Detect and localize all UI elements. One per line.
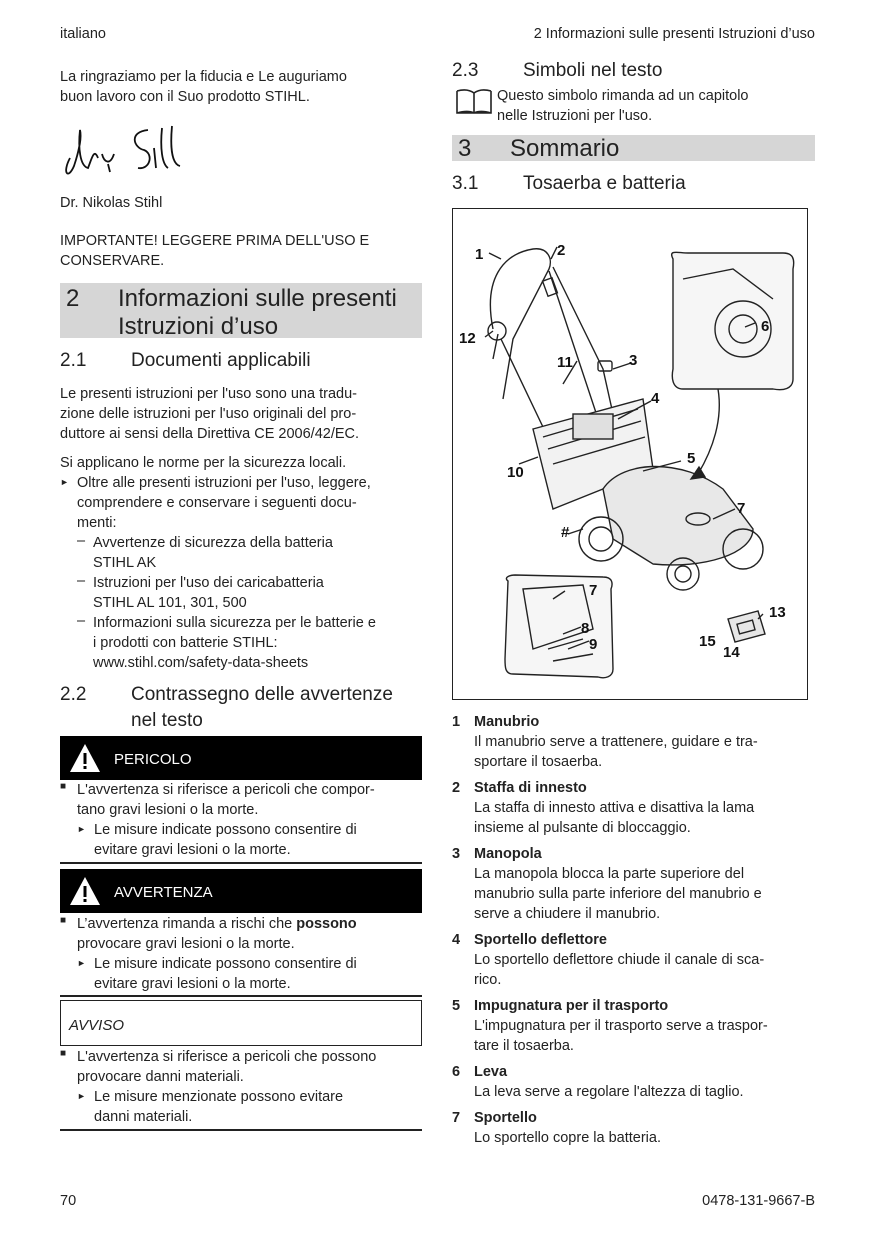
part-desc: L'impugnatura per il trasporto serve a traspor-: [474, 1018, 768, 1034]
part-title: Manopola: [474, 846, 542, 862]
text-line: evitare gravi lesioni o la morte.: [94, 976, 291, 992]
text-line: tano gravi lesioni o la morte.: [77, 802, 259, 818]
s21-paragraph: [60, 384, 425, 444]
text-line: Oltre alle presenti istruzioni per l'uso, leggere,: [77, 475, 371, 491]
mower-figure: [452, 208, 808, 700]
divider: [60, 1129, 422, 1131]
figure-label: 6: [761, 318, 770, 335]
part-title: Impugnatura per il trasporto: [474, 998, 669, 1014]
subsection-title: Simboli nel testo: [523, 60, 663, 81]
text-line: L'avvertenza si riferisce a pericoli che possono: [77, 1049, 377, 1065]
warning-banner: [60, 869, 422, 913]
warning-label: AVVERTENZA: [114, 884, 213, 901]
figure-label: 8: [581, 620, 590, 637]
text-line: Informazioni sulla sicurezza per le batterie e: [93, 615, 376, 631]
notice-box: [60, 1000, 422, 1046]
subsection-number: 2.2: [60, 684, 87, 705]
part-number: 2: [452, 780, 461, 796]
triangle-bullet-icon: ►: [60, 477, 69, 487]
part-desc: La manopola blocca la parte superiore del: [474, 866, 745, 882]
subsection-3-1-heading: [452, 173, 817, 197]
square-bullet-icon: ■: [60, 915, 67, 926]
s21-bullet: [60, 473, 425, 533]
text-line: Istruzioni per l'uso dei caricabatteria: [93, 575, 324, 591]
part-desc: serve a chiudere il manubrio.: [474, 906, 661, 922]
triangle-bullet-icon: ►: [77, 958, 86, 968]
subsection-number: 2.3: [452, 60, 479, 81]
safety-link[interactable]: www.stihl.com/safety-data-sheets: [93, 655, 309, 671]
part-desc: manubrio sulla parte inferiore del manubrio e: [474, 886, 762, 902]
part-title: Manubrio: [474, 714, 540, 730]
section-number: 2: [66, 285, 80, 312]
danger-banner: [60, 736, 422, 780]
divider: [60, 995, 422, 997]
danger-label: PERICOLO: [114, 751, 192, 768]
figure-label: 7: [589, 582, 598, 599]
part-desc: La staffa di innesto attiva e disattiva la lama: [474, 800, 755, 816]
part-desc: La leva serve a regolare l'altezza di taglio.: [474, 1084, 744, 1100]
text-line: evitare gravi lesioni o la morte.: [94, 842, 291, 858]
part-number: 6: [452, 1064, 461, 1080]
square-bullet-icon: ■: [60, 1048, 67, 1059]
text-line: provocare danni materiali.: [77, 1069, 244, 1085]
figure-label: 13: [769, 604, 786, 621]
square-bullet-icon: ■: [60, 781, 67, 792]
subsection-2-3-heading: [452, 60, 817, 84]
text-line: duttore ai sensi della Direttiva CE 2006/42/EC.: [60, 426, 360, 442]
part-desc: Il manubrio serve a trattenere, guidare e tra-: [474, 734, 758, 750]
subsection-2-2-heading: [60, 684, 425, 734]
figure-label: 7: [737, 500, 746, 517]
signature-image: [58, 118, 188, 184]
figure-label: 10: [507, 464, 524, 481]
figure-label: 5: [687, 450, 696, 467]
figure-label: #: [561, 524, 570, 541]
text-span-bold: possono: [296, 916, 357, 932]
part-desc: insieme al pulsante di bloccaggio.: [474, 820, 691, 836]
s21-dash-list: [77, 533, 427, 673]
important-line: CONSERVARE.: [60, 253, 165, 269]
part-number: 3: [452, 846, 461, 862]
text-line: Le misure indicate possono consentire di: [94, 822, 357, 838]
text-line: zione delle istruzioni per l'uso originali del pro-: [60, 406, 357, 422]
book-icon: [454, 87, 494, 117]
notice-text: [60, 1047, 425, 1127]
signer-name: Dr. Nikolas Stihl: [60, 195, 163, 211]
part-desc: tare il tosaerba.: [474, 1038, 574, 1054]
part-desc: sportare il tosaerba.: [474, 754, 603, 770]
dash-bullet: –: [77, 533, 86, 549]
subsection-2-1-heading: [60, 350, 425, 374]
subsection-title: Tosaerba e batteria: [523, 173, 686, 194]
subsection-number: 3.1: [452, 173, 479, 194]
subsection-title: nel testo: [131, 710, 203, 731]
parts-list: [452, 712, 817, 1152]
section-number: 3: [458, 135, 472, 162]
warning-triangle-icon: [68, 742, 102, 774]
triangle-bullet-icon: ►: [77, 824, 86, 834]
document-code: 0478-131-9667-B: [702, 1193, 815, 1209]
text-line: L'avvertenza si riferisce a pericoli che compor-: [77, 782, 375, 798]
figure-label: 15: [699, 633, 716, 650]
s23-text: [497, 86, 817, 126]
text-line: Si applicano le norme per la sicurezza locali.: [60, 455, 347, 471]
subsection-number: 2.1: [60, 350, 87, 371]
figure-label: 9: [589, 636, 598, 653]
mower-illustration: [453, 209, 807, 699]
section-3-heading: [452, 135, 815, 161]
text-line: Questo simbolo rimanda ad un capitolo: [497, 88, 749, 104]
section-title: Informazioni sulle presenti: [118, 285, 397, 312]
figure-label: 1: [475, 246, 484, 263]
subsection-title: Documenti applicabili: [131, 350, 311, 371]
intro-text: [60, 67, 425, 107]
header-language: italiano: [60, 26, 106, 42]
text-line: i prodotti con batterie STIHL:: [93, 635, 278, 651]
intro-line: La ringraziamo per la fiducia e Le auguriamo: [60, 69, 347, 85]
text-line: danni materiali.: [94, 1109, 193, 1125]
part-number: 1: [452, 714, 461, 730]
dash-bullet: –: [77, 573, 86, 589]
text-line: menti:: [77, 515, 117, 531]
header-chapter: 2 Informazioni sulle presenti Istruzioni d’uso: [533, 26, 815, 42]
section-2-heading: [60, 283, 422, 338]
text-line: Le misure indicate possono consentire di: [94, 956, 357, 972]
intro-line: buon lavoro con il Suo prodotto STIHL.: [60, 89, 310, 105]
text-line: STIHL AK: [93, 555, 157, 571]
part-number: 5: [452, 998, 461, 1014]
subsection-title: Contrassegno delle avvertenze: [131, 684, 393, 705]
part-title: Sportello deflettore: [474, 932, 607, 948]
text-line: Avvertenze di sicurezza della batteria: [93, 535, 333, 551]
page-number: 70: [60, 1193, 77, 1209]
text-line: Le misure menzionate possono evitare: [94, 1089, 344, 1105]
part-desc: rico.: [474, 972, 502, 988]
text-span: L’avvertenza rimanda a rischi che: [77, 916, 297, 932]
dash-bullet: –: [77, 613, 86, 629]
triangle-bullet-icon: ►: [77, 1091, 86, 1101]
important-line: IMPORTANTE! LEGGERE PRIMA DELL'USO E: [60, 233, 370, 249]
text-line: nelle Istruzioni per l'uso.: [497, 108, 653, 124]
part-desc: Lo sportello copre la batteria.: [474, 1130, 661, 1146]
text-line: STIHL AL 101, 301, 500: [93, 595, 247, 611]
danger-text: [60, 780, 425, 860]
part-title: Staffa di innesto: [474, 780, 587, 796]
part-number: 7: [452, 1110, 461, 1126]
part-desc: Lo sportello deflettore chiude il canale di sca-: [474, 952, 765, 968]
part-title: Leva: [474, 1064, 508, 1080]
figure-label: 11: [557, 354, 573, 371]
text-line: Le presenti istruzioni per l'uso sono una tradu-: [60, 386, 357, 402]
figure-label: 4: [651, 390, 660, 407]
warning-triangle-icon: [68, 875, 102, 907]
part-number: 4: [452, 932, 461, 948]
figure-label: 3: [629, 352, 638, 369]
section-title: Istruzioni d’uso: [118, 313, 279, 340]
figure-label: 2: [557, 242, 566, 259]
text-line: comprendere e conservare i seguenti docu-: [77, 495, 357, 511]
part-title: Sportello: [474, 1110, 537, 1126]
notice-label: AVVISO: [69, 1017, 125, 1034]
text-line: provocare gravi lesioni o la morte.: [77, 936, 295, 952]
figure-label: 14: [723, 644, 740, 661]
section-title: Sommario: [510, 135, 620, 162]
divider: [60, 862, 422, 864]
figure-label: 12: [459, 330, 476, 347]
warning-text: [60, 914, 425, 994]
